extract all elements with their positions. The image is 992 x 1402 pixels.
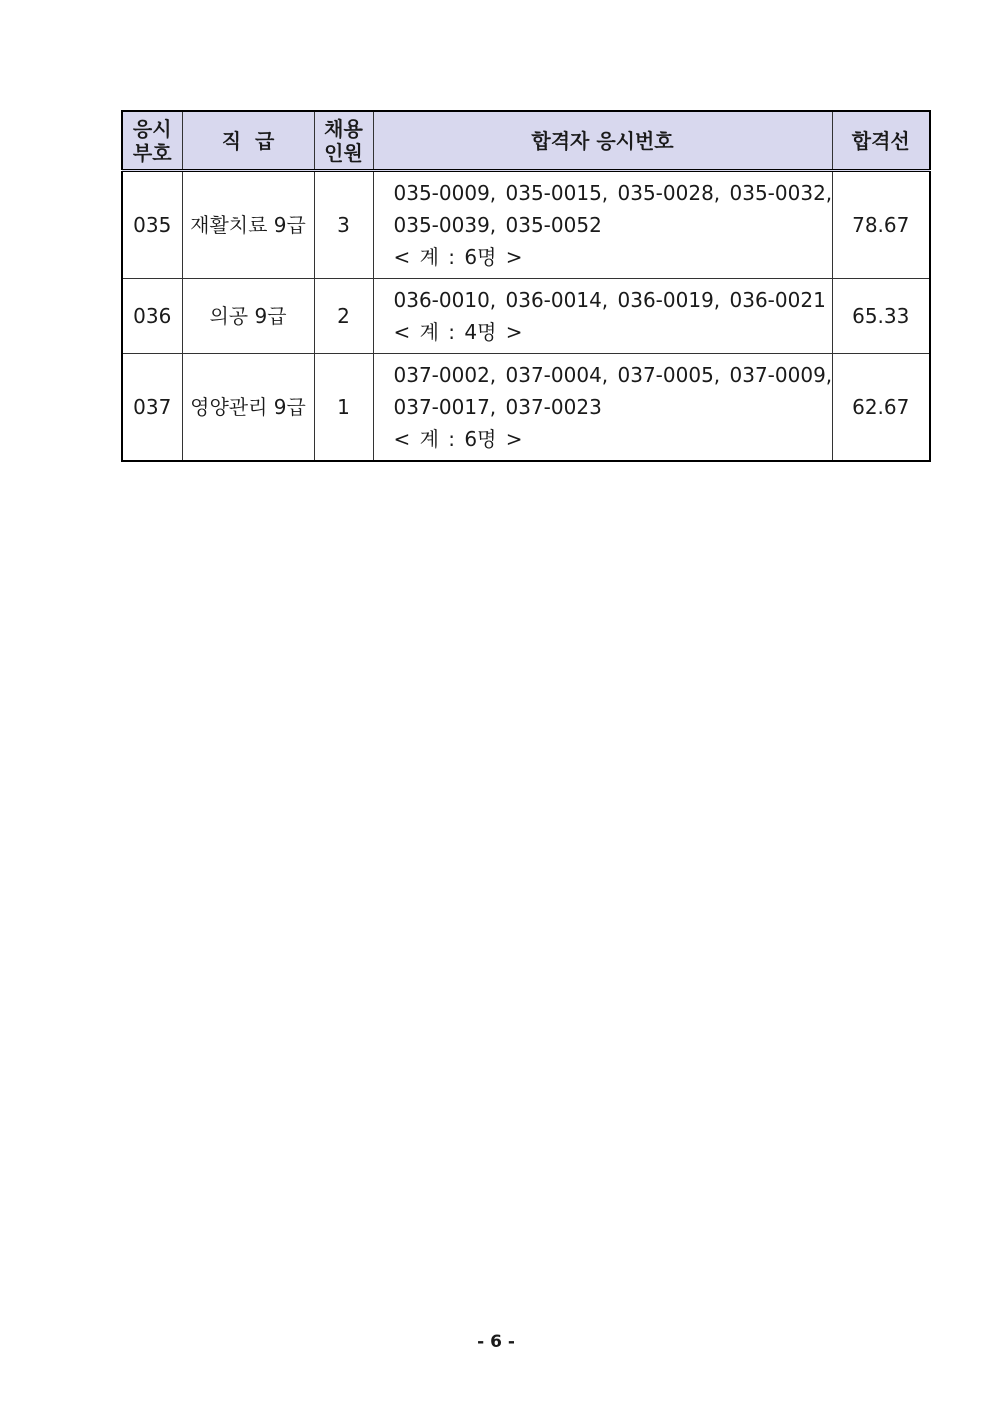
cell-code: 035 (122, 171, 182, 279)
table-row (122, 279, 930, 354)
id-line: 035-0009, 035-0015, 035-0028, 035-0032, (393, 181, 833, 205)
header-exam-code-line1: 응시 (132, 116, 172, 141)
passer-total: < 계 : 6명 > (393, 427, 523, 451)
id-line: 035-0039, 035-0052 (393, 213, 602, 237)
passer-total: < 계 : 4명 > (393, 320, 523, 344)
cell-hires: 3 (314, 171, 373, 279)
header-hires-line1: 채용 (324, 116, 363, 141)
cell-passer-ids (373, 171, 832, 279)
cell-position: 재활치료 9급 (182, 171, 314, 279)
header-cutoff: 합격선 (832, 111, 930, 171)
header-exam-code (122, 111, 182, 171)
table-row (122, 171, 930, 279)
id-line: 036-0010, 036-0014, 036-0019, 036-0021 (393, 288, 826, 312)
header-hires-line2: 인원 (324, 140, 363, 165)
cell-hires: 1 (314, 354, 373, 462)
header-hires (314, 111, 373, 171)
page-number: - 6 - (477, 1332, 515, 1352)
cell-cutoff: 78.67 (832, 171, 930, 279)
results-table (121, 110, 931, 462)
table-row (122, 354, 930, 462)
header-passer-ids: 합격자 응시번호 (373, 111, 832, 171)
cell-code: 036 (122, 279, 182, 354)
cell-cutoff: 65.33 (832, 279, 930, 354)
header-position: 직 급 (182, 111, 314, 171)
id-line: 037-0002, 037-0004, 037-0005, 037-0009, (393, 363, 833, 387)
passer-total: < 계 : 6명 > (393, 245, 523, 269)
cell-code: 037 (122, 354, 182, 462)
id-line: 037-0017, 037-0023 (393, 395, 602, 419)
cell-hires: 2 (314, 279, 373, 354)
cell-passer-ids (373, 354, 832, 462)
cell-position: 의공 9급 (182, 279, 314, 354)
cell-passer-ids (373, 279, 832, 354)
cell-position: 영양관리 9급 (182, 354, 314, 462)
cell-cutoff: 62.67 (832, 354, 930, 462)
header-exam-code-line2: 부호 (132, 140, 172, 165)
table-header-row (122, 111, 930, 171)
